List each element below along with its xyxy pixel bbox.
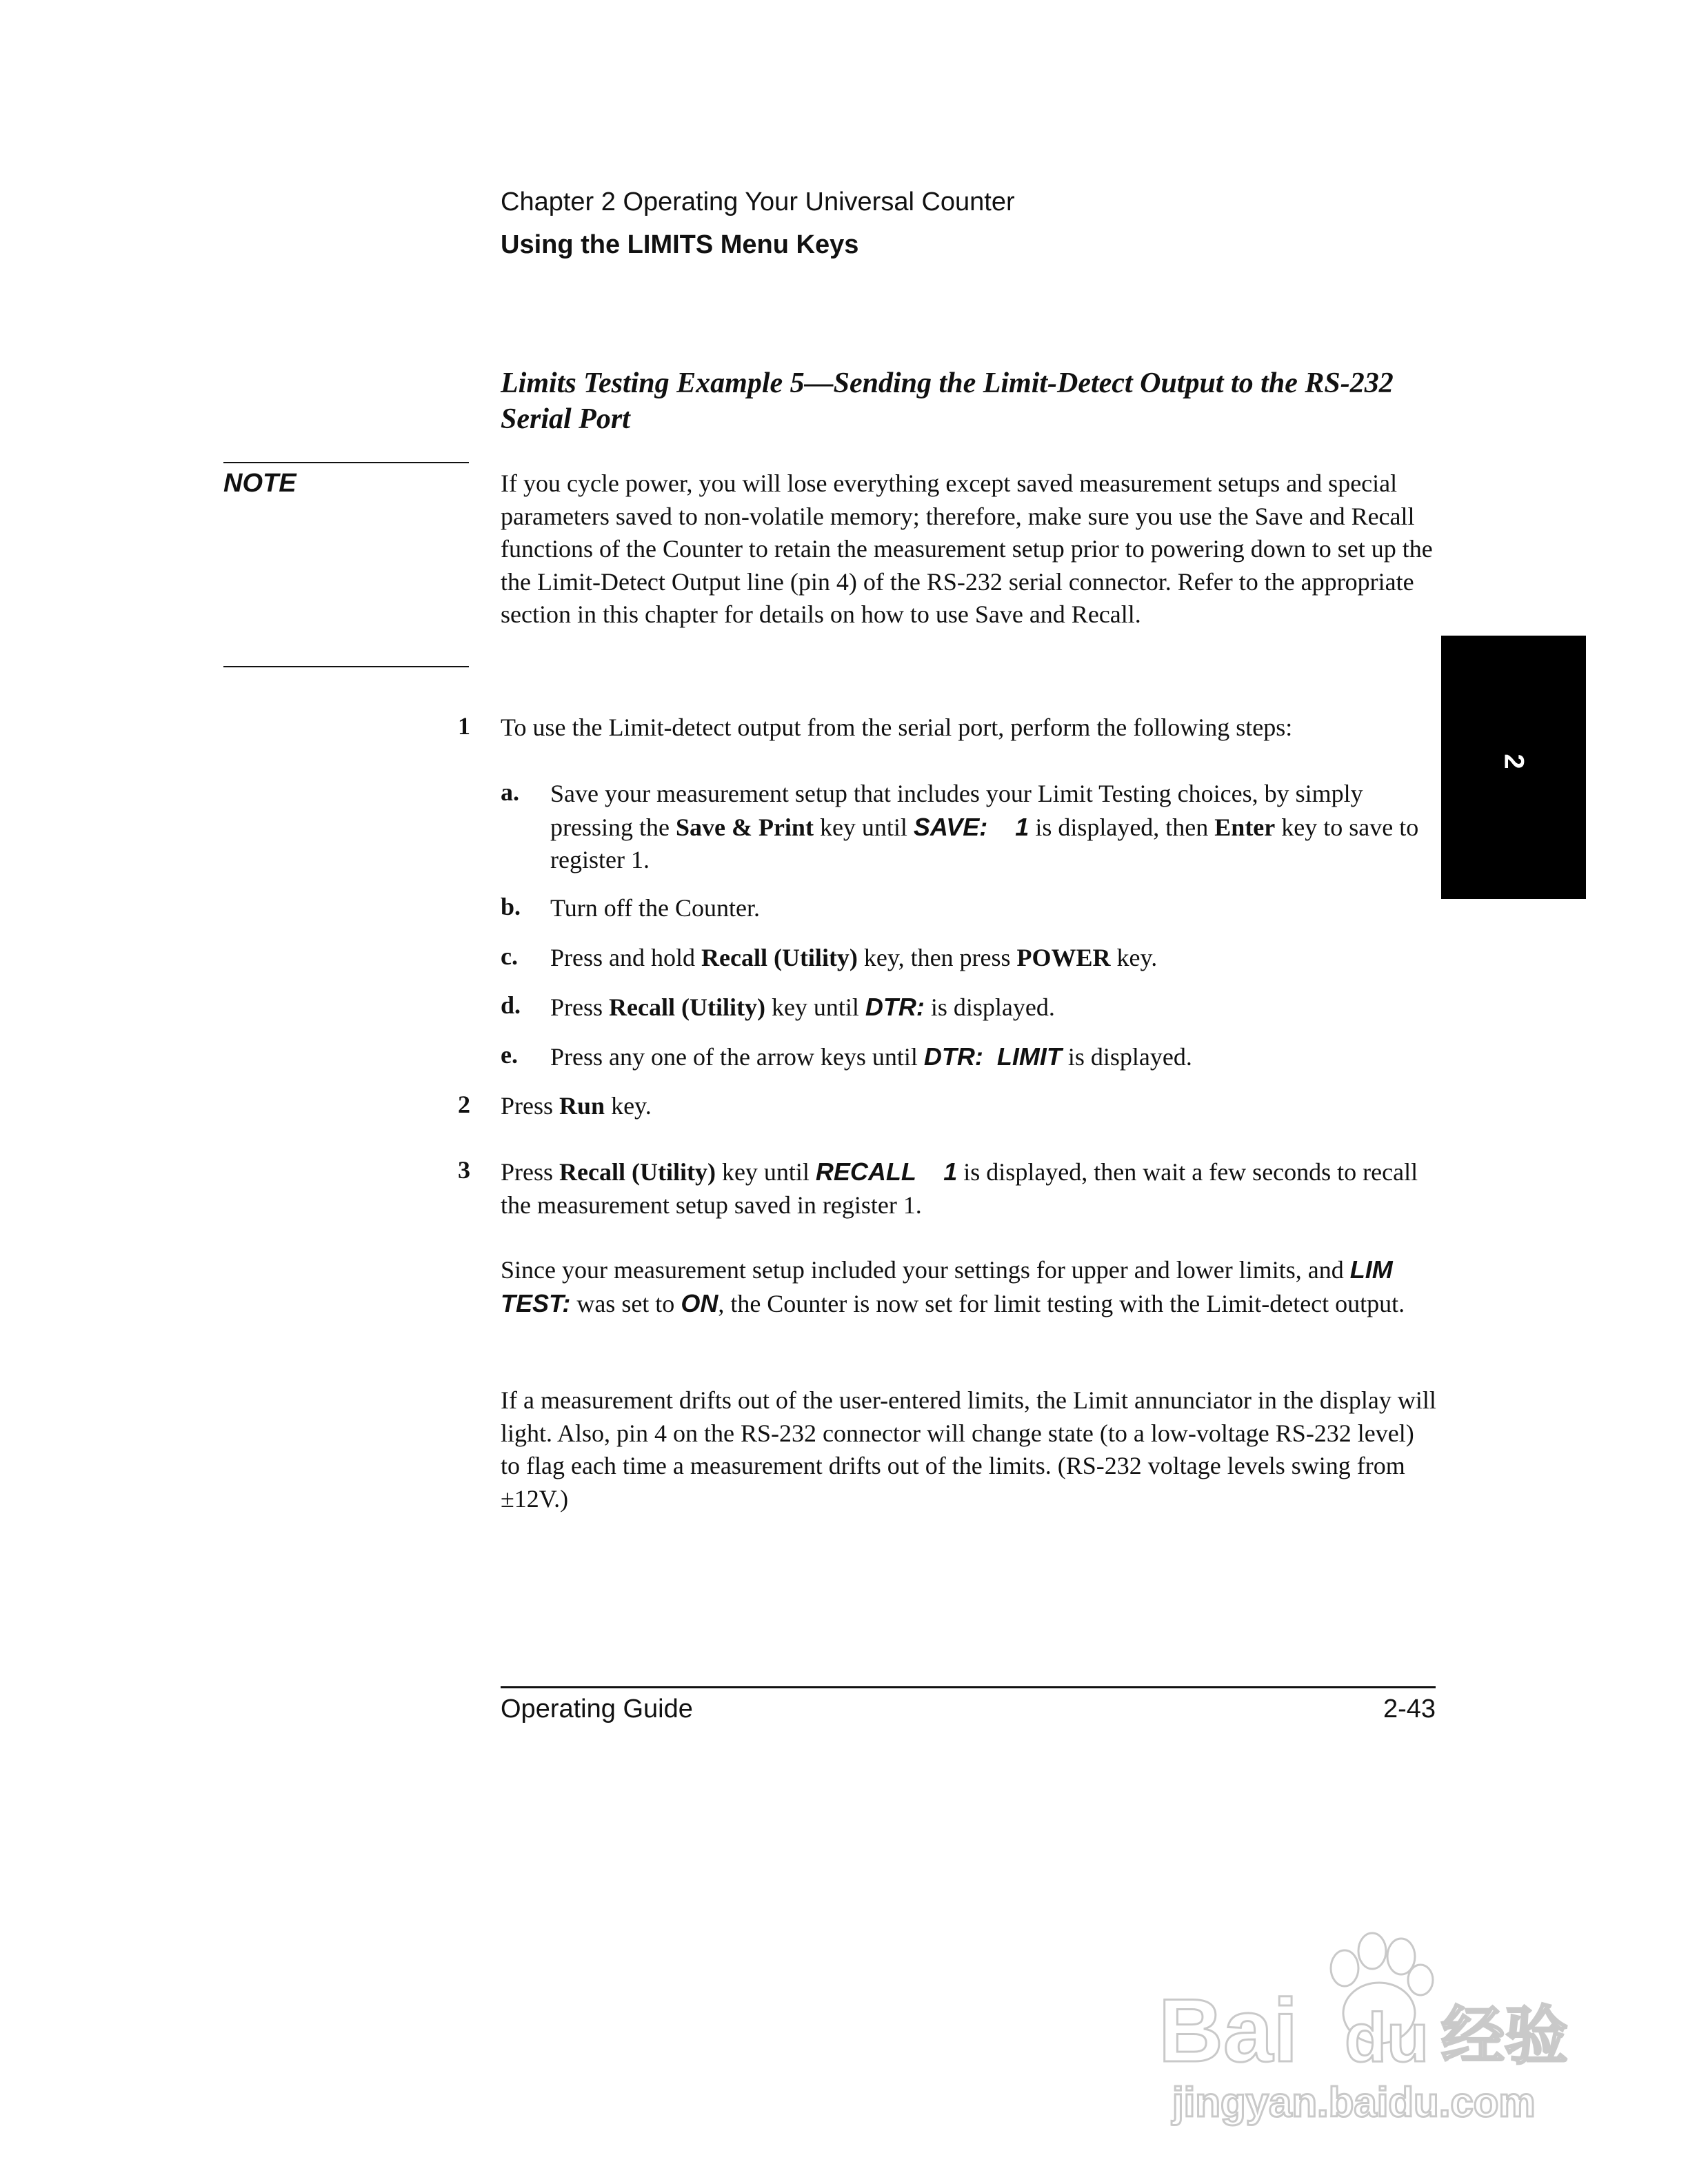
substep-d-text: Press Recall (Utility) key until DTR: is displayed. bbox=[550, 993, 1055, 1021]
chapter-tab-number: 2 bbox=[1498, 754, 1529, 769]
example-title: Limits Testing Example 5—Sending the Limit-Detect Output to the RS-232 Serial Port bbox=[501, 367, 1394, 435]
key-run: Run bbox=[559, 1092, 605, 1120]
footer-rule bbox=[501, 1686, 1436, 1688]
key-enter: Enter bbox=[1214, 813, 1276, 841]
baidu-watermark bbox=[1145, 1903, 1586, 2130]
substep-letter: a. bbox=[501, 778, 519, 806]
paragraph-since: Since your measurement setup included your settings for upper and lower limits, and LIM TEST: was set to ON, the Counter is now set for limit testing with the Limit-detect output. bbox=[501, 1255, 1405, 1317]
substep-a-text: Save your measurement setup that includes your Limit Testing choices, by simply pressing the Save & Print key until SAVE: 1 is displayed, then Enter key to save to register 1. bbox=[550, 780, 1419, 873]
page-number: 2-43 bbox=[1383, 1695, 1436, 1723]
footer-title: Operating Guide bbox=[501, 1695, 693, 1723]
watermark-url: jingyan.baidu.com bbox=[1172, 2079, 1536, 2125]
note-text: If you cycle power, you will lose everything except saved measurement setups and special parameters saved to non-volatile memory; therefore, make sure you use the Save and Recall functions of the Counter to retain the measurement setup prior to powering down to set up the the Limit-Detect Output line (pin 4) of the RS-232 serial connector. Refer to the appropriate section in this chapter for details on how to use Save and Recall. bbox=[501, 469, 1433, 628]
step-number: 3 bbox=[458, 1156, 470, 1184]
display-lim-test: LIM TEST: bbox=[501, 1255, 1393, 1317]
key-recall-utility: Recall (Utility) bbox=[559, 1158, 716, 1186]
display-dtr-limit: DTR: LIMIT bbox=[923, 1042, 1062, 1071]
display-recall: RECALL 1 bbox=[815, 1157, 958, 1186]
display-on: ON bbox=[681, 1288, 719, 1317]
display-dtr: DTR: bbox=[865, 993, 925, 1021]
substep-e-text: Press any one of the arrow keys until DTR: LIMIT is displayed. bbox=[550, 1042, 1192, 1071]
substep-letter: e. bbox=[501, 1041, 518, 1069]
key-recall-utility: Recall (Utility) bbox=[609, 993, 765, 1021]
chapter-heading: Chapter 2 Operating Your Universal Counter bbox=[501, 188, 1015, 216]
watermark-brand2: du bbox=[1345, 1999, 1429, 2076]
display-save: SAVE: 1 bbox=[913, 812, 1029, 841]
step-3-text: Press Recall (Utility) key until RECALL 1 is displayed, then wait a few seconds to recall the measurement setup saved in register 1. bbox=[501, 1157, 1418, 1219]
section-heading: Using the LIMITS Menu Keys bbox=[501, 230, 859, 259]
key-save-print: Save & Print bbox=[675, 813, 814, 841]
step-number: 1 bbox=[458, 712, 470, 740]
step-number: 2 bbox=[458, 1091, 470, 1118]
step-2-text: Press Run key. bbox=[501, 1092, 652, 1120]
note-top-rule bbox=[223, 462, 469, 463]
note-label: NOTE bbox=[223, 469, 297, 498]
key-power: POWER bbox=[1016, 944, 1111, 971]
step-text: To use the Limit-detect output from the serial port, perform the following steps: bbox=[501, 714, 1293, 741]
watermark-cn: 经验 bbox=[1441, 2001, 1569, 2072]
note-bottom-rule bbox=[223, 666, 469, 667]
key-recall-utility: Recall (Utility) bbox=[701, 944, 858, 971]
watermark-brand: Bai bbox=[1158, 1980, 1298, 2081]
paragraph-drift: If a measurement drifts out of the user-entered limits, the Limit annunciator in the display will light. Also, pin 4 on the RS-232 connector will change state (to a low-voltage RS-232 level) to flag each time a measurement drifts out of the limits. (RS-232 voltage levels swing from ±12V.) bbox=[501, 1386, 1436, 1513]
chapter-tab bbox=[1441, 636, 1586, 899]
substep-c-text: Press and hold Recall (Utility) key, then press POWER key. bbox=[550, 944, 1158, 971]
substep-letter: c. bbox=[501, 942, 518, 970]
substep-letter: d. bbox=[501, 991, 521, 1019]
substep-b-text: Turn off the Counter. bbox=[550, 894, 761, 922]
substep-letter: b. bbox=[501, 893, 521, 920]
